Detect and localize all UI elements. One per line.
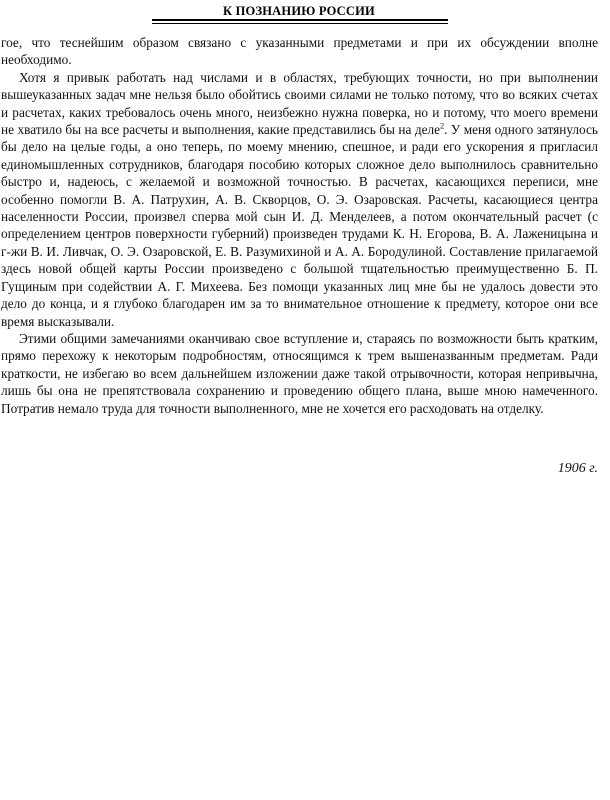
paragraph-1: гое, что теснейшим образом связано с указанными предметами и при их обсуждении вполне необходимо.: [1, 35, 598, 68]
paragraph-3: Этими общими замечаниями оканчиваю свое вступление и, стараясь по возможности быть кратким, прямо перехожу к некоторым подробностям, относящимся к трем вышеназванным предметам. Ради краткости, не избегаю во всем дальнейшем изложении даже такой отрывочности, которая непривычна, лишь бы она не препятствовала сохранению и проведению общего плана, выше мною намеченного. Потратив немало труда для точности выполненного, мне не хочется его расходовать на отделку.: [1, 330, 598, 416]
header-rule-thin: [152, 23, 448, 24]
footnote-marker: 2: [440, 121, 445, 131]
running-head: [0, 2, 598, 20]
date-signature: 1906 г.: [557, 461, 598, 476]
page-title: К ПОЗНАНИЮ РОССИИ: [223, 4, 375, 18]
paragraph-2: [1, 69, 598, 330]
header-rule-thick: [152, 19, 448, 21]
paragraph-2-part-2: . У меня одного затянулось бы дело на целые годы, а оно теперь, по моему мнению, спешное, и ради его ускорения я пригласил единомышленных сотрудников, благодаря пособию которых сложное дело выполнилось сравнительно быстро и, надеюсь, с желаемой и возможной точностью. В расчетах, касающихся переписи, мне особенно помогли В. А. Патрухин, А. В. Скворцов, О. Э. Озаровская. Расчеты, касающиеся центра населенности России, произвел сперва мой сын И. Д. Менделеев, а потом окончательный расчет (с определением центров поверхности губерний) произведен трудами К. Н. Егорова, В. А. Лаженицына и г-жи В. И. Ливчак, О. Э. Озаровской, Е. В. Разумихиной и А. А. Бородулиной. Составление прилагаемой здесь новой общей карты России произведено с большой тщательностью преимущественно Б. П. Гущиным при содействии А. Г. Михеева. Без помощи указанных лиц мне бы не удалось довести это дело до конца, и я глубоко благодарен им за то внимательное отношение к предмету, которое они все время высказывали.: [1, 122, 598, 329]
body-text: [1, 34, 598, 417]
paragraph-2-part-1: Хотя я привык работать над числами и в областях, требующих точности, но при выполнении вышеуказанных задач мне нельзя было обойтись своими силами не только потому, что во всяких счетах и расчетах, каких требовалось очень много, неизбежно нужна поверка, но и потому, что моего времени не хватило бы на все расчеты и выполнения, какие представились бы на деле: [1, 69, 598, 138]
